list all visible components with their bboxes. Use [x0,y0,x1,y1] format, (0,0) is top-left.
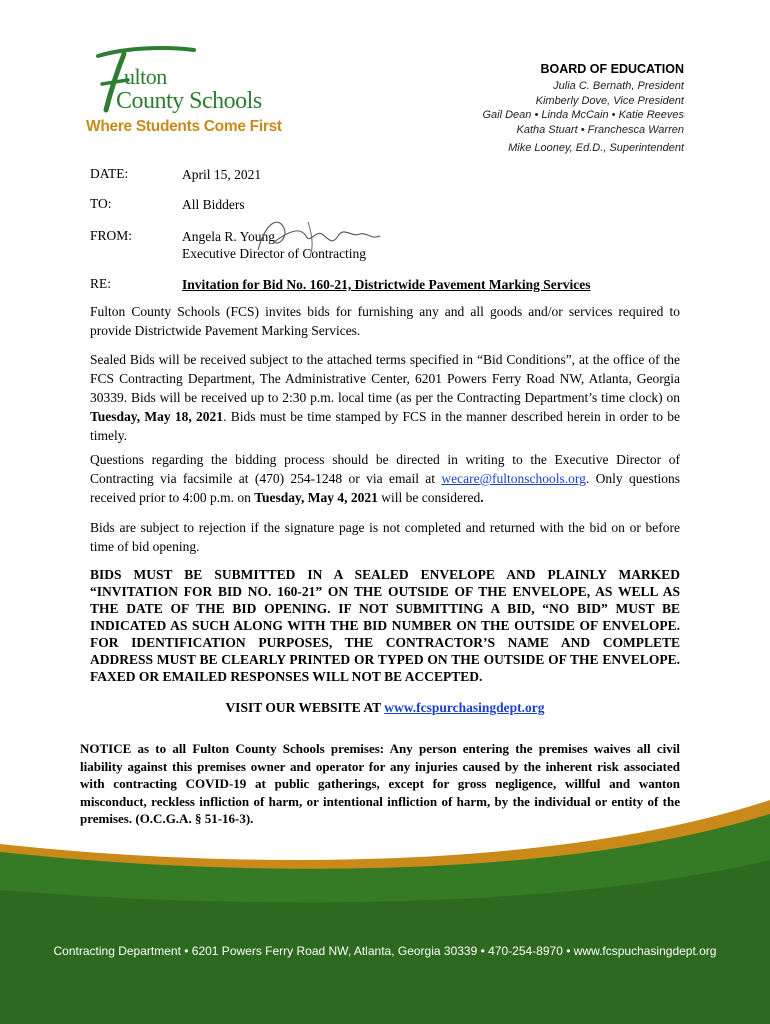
visit-website-line [90,698,680,717]
board-title: BOARD OF EDUCATION [540,62,684,76]
paragraph-text: . Only questions received prior to 4:00 p.m. on [90,471,680,505]
fulton-county-schools-logo [84,44,284,142]
board-member-line: Katha Stuart • Franchesca Warren [516,123,684,136]
board-member-line: Julia C. Bernath, President [553,80,684,92]
footer-banner-graphic [0,800,770,1024]
paragraph-sealed-bids [90,350,680,445]
website-link[interactable]: www.fcspurchasingdept.org [384,700,545,715]
paragraph-rejection: Bids are subject to rejection if the signature page is not completed and returned with the bid on or before time of bid opening. [90,520,680,554]
bid-due-date: Tuesday, May 18, 2021 [90,409,224,424]
visit-prefix: VISIT OUR WEBSITE AT [225,700,385,715]
to-value: All Bidders [182,197,245,212]
logo-line-2: County Schools [116,88,262,114]
from-label: FROM: [90,228,133,243]
paragraph-intro: Fulton County Schools (FCS) invites bids for furnishing any and all goods and/or services required to provide Districtwide Pavement Marking Services. [90,304,680,338]
paragraph-text: Questions regarding the bidding process should be directed in writing to the Executive Director of Contracting via facsimile at (470) 254-1248 or via email at [90,452,680,486]
signature-image [248,212,388,262]
re-label: RE: [90,276,112,291]
superintendent: Mike Looney, Ed.D., Superintendent [508,142,684,154]
paragraph-text: . Bids must be time stamped by FCS in the manner described herein in order to be timely. [90,409,680,443]
covid-notice: NOTICE as to all Fulton County Schools premises: Any person entering the premises waives all civil liability against this premises owner and operator for any injuries caused by the inherent risk associated with contracting COVID-19 at public gatherings, except for gross negligence, willful and wanton misconduct, reckless infliction of harm, or intentional infliction of harm, by the individual or entity of the premises. (O.C.G.A. § 51-16-3). [80,741,680,826]
paragraph-text: will be considered [377,490,481,505]
paragraph-period: . [480,490,484,505]
to-label: TO: [90,196,112,211]
paragraph-submission-rules: BIDS MUST BE SUBMITTED IN A SEALED ENVELOPE AND PLAINLY MARKED “INVITATION FOR BID NO. 160-21” ON THE OUTSIDE OF THE ENVELOPE, AS WELL AS THE DATE OF THE BID OPENING. IF NOT SUBMITTING A BID, “NO BID” MUST BE INDICATED AS SUCH ALONG WITH THE BID NUMBER ON THE OUTSIDE OF ENVELOPE. FOR IDENTIFICATION PURPOSES, THE CONTRACTOR’S NAME AND COMPLETE ADDRESS MUST BE CLEARLY PRINTED OR TYPED ON THE OUTSIDE OF THE ENVELOPE. FAXED OR EMAILED RESPONSES WILL NOT BE ACCEPTED. [90,567,680,684]
date-label: DATE: [90,166,129,181]
from-title: Executive Director of Contracting [182,246,367,261]
questions-due-date: Tuesday, May 4, 2021 [254,490,378,505]
paragraph-questions [90,450,680,507]
email-link[interactable]: wecare@fultonschools.org [441,471,586,486]
footer-contact: Contracting Department • 6201 Powers Ferry Road NW, Atlanta, Georgia 30339 • 470-254-8970 • www.fcspuchasingdept.org [53,944,717,958]
from-name: Angela R. Young [182,229,276,244]
board-member-line: Gail Dean • Linda McCain • Katie Reeves [482,109,684,121]
logo-line-1: ulton [124,64,167,89]
board-of-education [470,62,684,154]
date-value: April 15, 2021 [182,167,262,182]
logo-tagline: Where Students Come First [86,118,282,135]
re-subject: Invitation for Bid No. 160-21, Districtwide Pavement Marking Services [182,277,591,292]
paragraph-text: Sealed Bids will be received subject to the attached terms specified in “Bid Conditions”, at the office of the FCS Contracting Department, The Administrative Center, 6201 Powers Ferry Road NW, Atlanta, Georgia 30339. Bids will be received up to 2:30 p.m. local time (as per the Contracting Department’s time clock) on [90,352,680,405]
board-member-line: Kimberly Dove, Vice President [535,94,684,107]
